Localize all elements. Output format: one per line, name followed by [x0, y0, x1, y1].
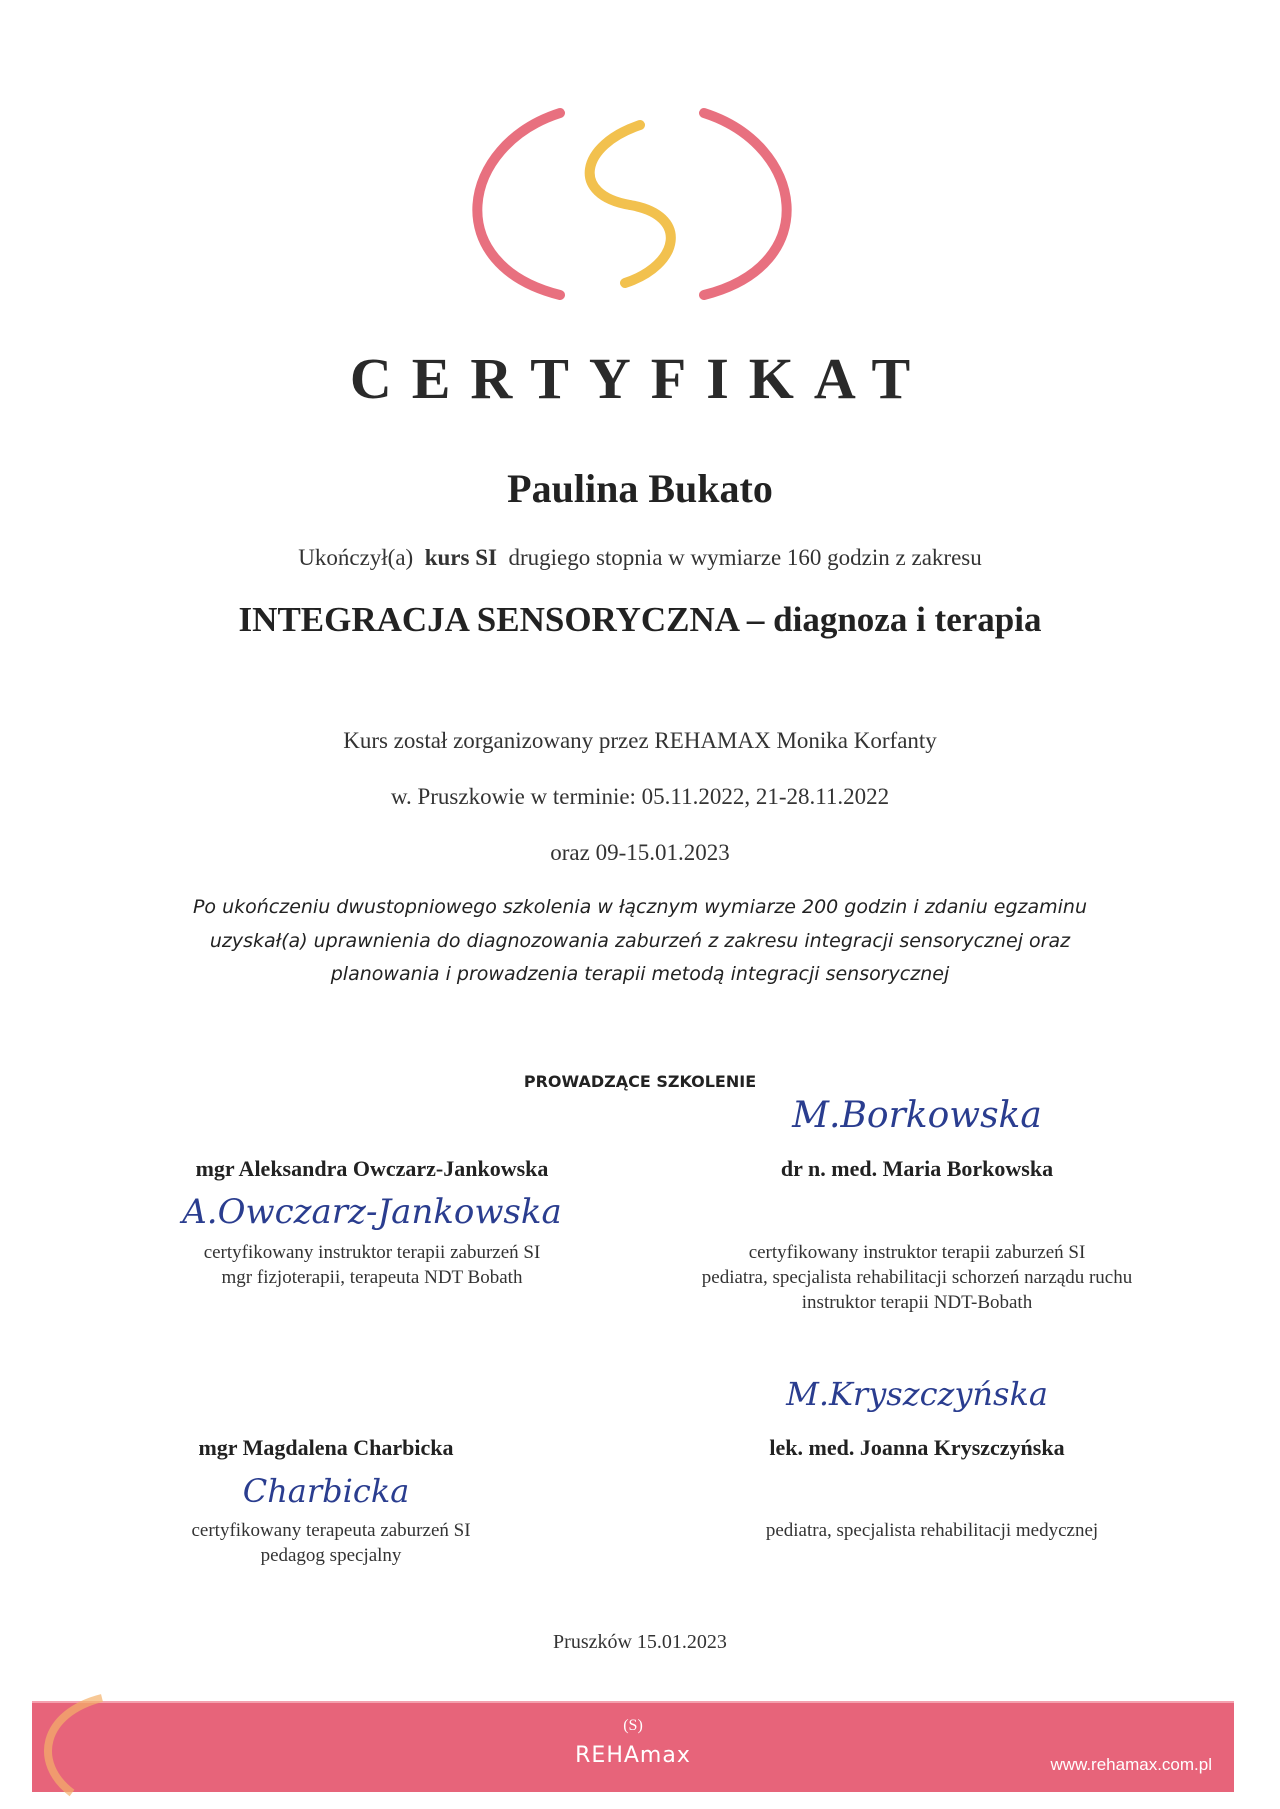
- instructor-name: mgr Magdalena Charbicka: [198, 1435, 454, 1460]
- completion-post: drugiego stopnia w wymiarze 160 godzin z zakresu: [508, 545, 982, 570]
- desc-line: pedagog specjalny: [260, 1545, 402, 1566]
- completion-line: [0, 545, 1280, 571]
- desc-line: pediatra, specjalista rehabilitacji medycznej: [765, 1520, 1099, 1541]
- desc-line: certyfikowany instruktor terapii zaburzeń SI: [748, 1242, 1086, 1263]
- completion-pre: Ukończył(a): [298, 545, 414, 570]
- instructor-desc: [131, 1518, 531, 1568]
- instructor-name: mgr Aleksandra Owczarz-Jankowska: [195, 1156, 549, 1181]
- instructor-desc: [122, 1240, 622, 1290]
- course-bold: INTEGRACJA SENSORYCZNA: [238, 600, 739, 639]
- instructor-desc: [682, 1518, 1182, 1543]
- instructor-name: lek. med. Joanna Kryszczyńska: [769, 1435, 1065, 1460]
- lead-heading: PROWADZĄCE SZKOLENIE: [523, 1072, 757, 1091]
- recipient-name: Paulina Bukato: [507, 466, 773, 511]
- signature-charbicka: Charbicka: [242, 1472, 410, 1510]
- footer-brand: REHAmax: [575, 1743, 691, 1768]
- organizer: Kurs został zorganizowany przez REHAMAX Monika Korfanty: [343, 728, 937, 753]
- instructor-name: dr n. med. Maria Borkowska: [780, 1156, 1054, 1181]
- instructor-desc: [617, 1240, 1217, 1315]
- desc-line: mgr fizjoterapii, terapeuta NDT Bobath: [221, 1267, 523, 1288]
- desc-line: certyfikowany terapeuta zaburzeń SI: [191, 1520, 471, 1541]
- dates-2: oraz 09-15.01.2023: [550, 840, 730, 865]
- note-line: Po ukończeniu dwustopniowego szkolenia w łącznym wymiarze 200 godzin i zdaniu egzaminu: [192, 896, 1088, 918]
- place-date: Pruszków 15.01.2023: [553, 1631, 727, 1653]
- desc-line: pediatra, specjalista rehabilitacji schorzeń narządu ruchu: [701, 1267, 1133, 1288]
- footer-logo-icon: (S): [623, 1717, 643, 1734]
- desc-line: instruktor terapii NDT-Bobath: [801, 1292, 1033, 1313]
- place-dates: w. Pruszkowie w terminie: 05.11.2022, 21-28.11.2022: [390, 784, 890, 809]
- signature-borkowska: M.Borkowska: [792, 1095, 1042, 1136]
- rehamax-logo-icon: [450, 105, 814, 300]
- completion-bold: kurs SI: [424, 545, 497, 570]
- note-line: uzyskał(a) uprawnienia do diagnozowania zaburzeń z zakresu integracji sensorycznej oraz: [209, 930, 1071, 952]
- certificate-title: CERTYFIKAT: [349, 346, 931, 411]
- signature-kryszczynska: M.Kryszczyńska: [786, 1375, 1048, 1413]
- footer-band: [32, 1701, 1234, 1792]
- course-rest: – diagnoza i terapia: [738, 600, 1042, 639]
- course-title: [0, 600, 1280, 640]
- signature-owczarz: A.Owczarz-Jankowska: [182, 1192, 562, 1232]
- note-line: planowania i prowadzenia terapii metodą integracji sensorycznej: [330, 963, 950, 985]
- desc-line: certyfikowany instruktor terapii zaburzeń SI: [203, 1242, 541, 1263]
- footer-url[interactable]: www.rehamax.com.pl: [1050, 1755, 1212, 1774]
